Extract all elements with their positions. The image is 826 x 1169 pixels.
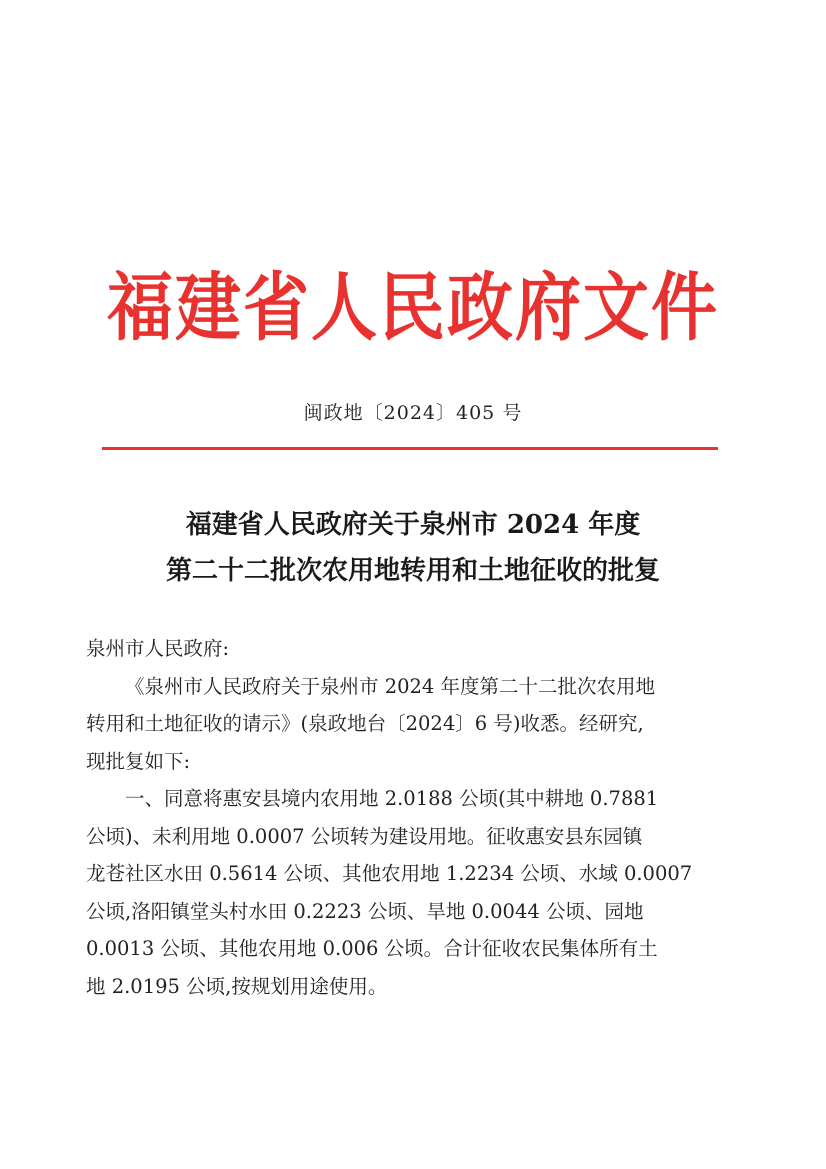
- paragraph-line: 一、同意将惠安县境内农用地 2.0188 公顷(其中耕地 0.7881: [125, 787, 659, 810]
- paragraph-line: 公顷,洛阳镇堂头村水田 0.2223 公顷、旱地 0.0044 公顷、园地: [86, 899, 644, 923]
- document-title-line-1: 福建省人民政府关于泉州市 2024 年度: [185, 510, 641, 540]
- document-body: [86, 630, 726, 1005]
- paragraph-line: 《泉州市人民政府关于泉州市 2024 年度第二十二批次农用地: [125, 674, 656, 698]
- paragraph-line: 转用和土地征收的请示》(泉政地台〔2024〕6 号)收悉。经研究,: [86, 712, 644, 735]
- document-title: [0, 502, 826, 594]
- paragraph-line: 0.0013 公顷、其他农用地 0.006 公顷。合计征收农民集体所有土: [86, 937, 658, 960]
- paragraph-line: 龙苍社区水田 0.5614 公顷、其他农用地 1.2234 公顷、水域 0.0007: [86, 862, 693, 885]
- header-divider: [102, 447, 718, 450]
- document-number: 闽政地〔2024〕405 号: [303, 402, 523, 424]
- paragraph-2: [86, 780, 726, 1005]
- paragraph-line: 地 2.0195 公顷,按规划用途使用。: [86, 974, 388, 998]
- paragraph-1: [86, 668, 726, 781]
- document-header-title: 福建省人民政府文件: [107, 263, 719, 351]
- document-title-line-2: 第二十二批次农用地转用和土地征收的批复: [165, 556, 660, 586]
- paragraph-line: 现批复如下:: [86, 749, 191, 773]
- addressee: 泉州市人民政府:: [86, 637, 230, 660]
- paragraph-line: 公顷)、未利用地 0.0007 公顷转为建设用地。征收惠安县东园镇: [86, 824, 643, 848]
